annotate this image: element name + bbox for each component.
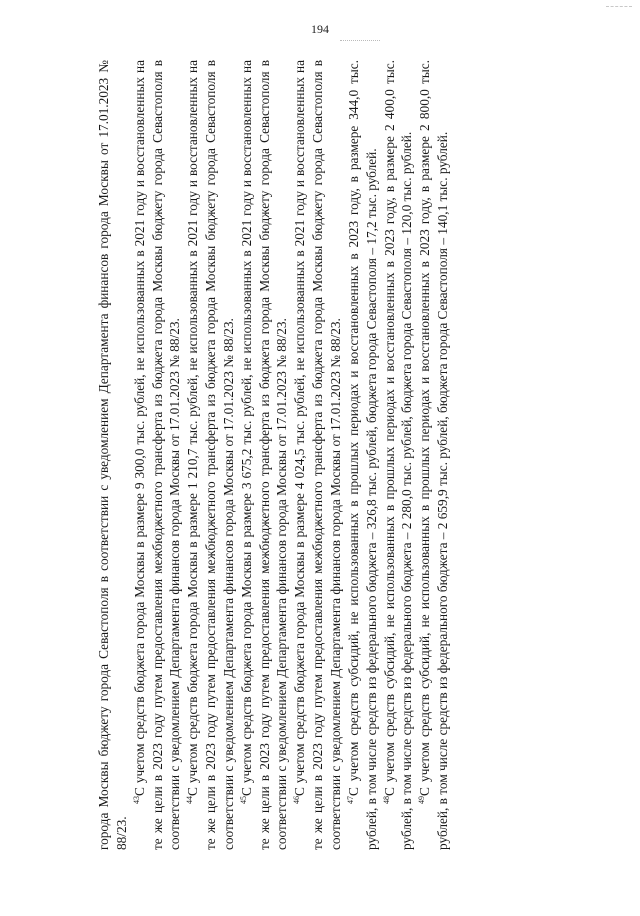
footnote-45 — [238, 60, 292, 850]
footnote-text: С учетом средств субсидий, не использованных в прошлых периодах и восстановленных в 2023 году, в размере 344,0 тыс. рублей, в том числе средств из федерального бюджета – 326,8 тыс. рублей, бюджета города Севастополя – 17,2 тыс. рублей. — [345, 60, 379, 850]
scan-artifact — [340, 40, 380, 43]
footnote-text: С учетом средств субсидий, не использованных в прошлых периодах и восстановленных в 2023 году, в размере 2 800,0 тыс. рублей, в том числе средств из федерального бюджета – 2 659,9 тыс. рублей, бюджета города Севастополя – 140,1 тыс. рублей. — [417, 60, 451, 850]
footnote-number: 46 — [292, 796, 302, 804]
footnote-number: 43 — [131, 796, 141, 804]
footnote-text: С учетом средств субсидий, не использованных в прошлых периодах и восстановленных в 2023 году, в размере 2 400,0 тыс. рублей, в том числе средств из федерального бюджета – 2 280,0 тыс. рублей, бюджета города Севастополя – 120,0 тыс. рублей. — [381, 60, 415, 850]
footnote-47 — [345, 60, 381, 850]
footnote-text: С учетом средств бюджета города Москвы в размере 4 024,5 тыс. рублей, не использованных в 2021 году и восстановленных на те же цели в 2023 году путем предоставления межбюджетного трансферта из бюджета города Москвы бюджету города Севастополя в соответствии с уведомлением Департамента финансов города Москвы от 17.01.2023 № 88/23. — [292, 60, 343, 850]
footnote-46 — [291, 60, 345, 850]
footnote-48 — [381, 60, 417, 850]
footnote-number: 47 — [345, 796, 355, 804]
footnote-44 — [184, 60, 238, 850]
footnote-number: 45 — [238, 796, 248, 804]
intro-paragraph: города Москвы бюджету города Севастополя в соответствии с уведомлением Департамента финансов города Москвы от 17.01.2023 № 88/23. — [96, 60, 129, 850]
footnote-text: С учетом средств бюджета города Москвы в размере 1 210,7 тыс. рублей, не использованных в 2021 году и восстановленных на те же цели в 2023 году путем предоставления межбюджетного трансферта из бюджета города Москвы бюджету города Севастополя в соответствии с уведомлением Департамента финансов города Москвы от 17.01.2023 № 88/23. — [185, 60, 236, 850]
page-number: 194 — [311, 22, 329, 36]
footnote-43 — [131, 60, 185, 850]
scan-artifact — [606, 6, 632, 8]
footnote-number: 49 — [417, 796, 427, 804]
footnote-text: С учетом средств бюджета города Москвы в размере 9 300,0 тыс. рублей, не использованных в 2021 году и восстановленных на те же цели в 2023 году путем предоставления межбюджетного трансферта из бюджета города Москвы бюджету города Севастополя в соответствии с уведомлением Департамента финансов города Москвы от 17.01.2023 № 88/23. — [131, 60, 183, 850]
footnote-number: 48 — [381, 796, 391, 804]
footnotes-body — [95, 60, 452, 850]
footnote-number: 44 — [185, 796, 195, 804]
rotated-text-block — [95, 60, 595, 850]
footnote-text: С учетом средств бюджета города Москвы в размере 3 675,2 тыс. рублей, не использованных в 2021 году и восстановленных на те же цели в 2023 году путем предоставления межбюджетного трансферта из бюджета города Москвы бюджету города Севастополя в соответствии с уведомлением Департамента финансов города Москвы от 17.01.2023 № 88/23. — [238, 60, 290, 850]
footnote-49 — [416, 60, 452, 850]
